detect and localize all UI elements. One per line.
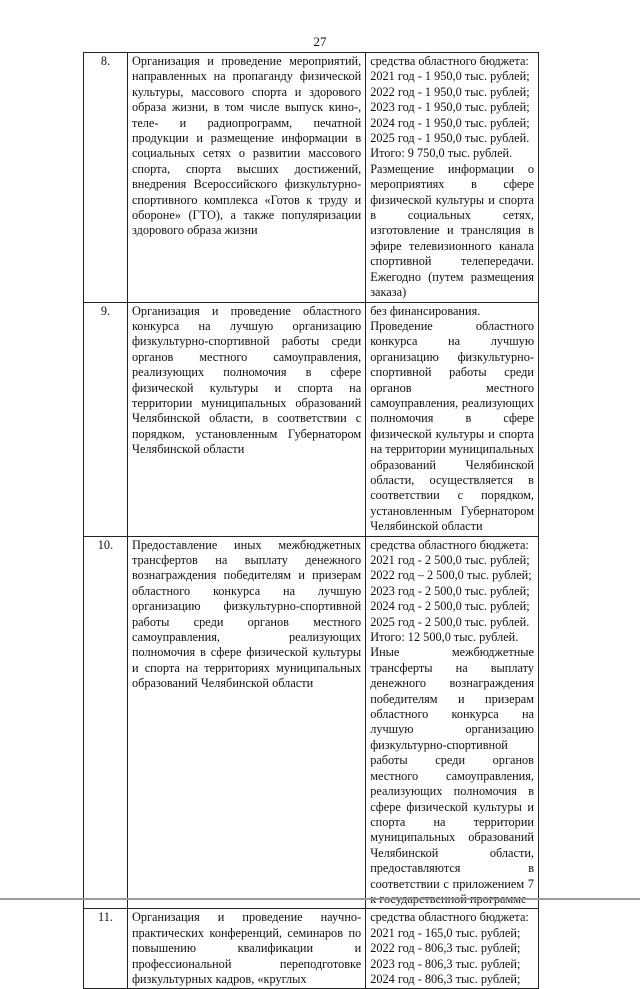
funding-line: 2023 год - 806,3 тыс. рублей; [370, 956, 521, 971]
table-row [84, 302, 539, 536]
table-row [84, 536, 539, 909]
funding-cell [366, 53, 539, 303]
funding-line: 2023 год - 1 950,0 тыс. рублей; [370, 100, 530, 115]
funding-line: 2024 год - 1 950,0 тыс. рублей; [370, 115, 530, 130]
program-activities-table [83, 52, 539, 989]
funding-line: 2021 год - 165,0 тыс. рублей; [370, 925, 521, 940]
funding-line: 2023 год - 2 500,0 тыс. рублей; [370, 583, 530, 598]
page-number: 27 [313, 34, 327, 49]
funding-line: 2024 год - 806,3 тыс. рублей; [370, 971, 521, 986]
scan-edge-divider [0, 898, 640, 900]
funding-line: Итого: 12 500,0 тыс. рублей. [370, 630, 519, 645]
funding-line: 2022 год - 1 950,0 тыс. рублей; [370, 84, 530, 99]
activity-description: Предоставление иных межбюджетных трансфертов на выплату денежного вознаграждения победителям и призерам областного конкурса на лучшую организацию физкультурно-спортивной работы среди органов местного самоуправления, реализующих полномочия в сфере физической культуры и спорта на территориях муниципальных образований Челябинской области [127, 536, 365, 909]
table-row [84, 909, 539, 989]
row-number: 11. [84, 909, 128, 989]
funding-line: 2024 год - 2 500,0 тыс. рублей; [370, 599, 530, 614]
row-number: 9. [84, 302, 128, 536]
funding-line: без финансирования. [370, 303, 481, 318]
row-number: 8. [84, 53, 128, 303]
funding-line: 2025 год - 1 950,0 тыс. рублей. [370, 131, 530, 146]
funding-line: средства областного бюджета: [370, 537, 529, 552]
funding-cell [366, 536, 539, 909]
activity-description: Организация и проведение мероприятий, направленных на пропаганду физической культуры, массового спорта и здорового образа жизни, в том числе выпуск кино-, теле- и радиопрограмм, печатной продукции и размещение информации в социальных сетях о развитии массового спорта, спорта высших достижений, внедрения Всероссийского физкультурно-спортивного комплекса «Готов к труду и обороне» (ГТО), а также популяризации здорового образа жизни [127, 53, 365, 303]
row-number: 10. [84, 536, 128, 909]
table-row [84, 53, 539, 303]
funding-cell [366, 302, 539, 536]
activity-description: Организация и проведение областного конкурса на лучшую организацию физкультурно-спортивной работы среди органов местного самоуправления, реализующих полномочия в сфере физической культуры и спорта на территории муниципальных образований Челябинской области, в соответствии с порядком, установленным Губернатором Челябинской области [127, 302, 365, 536]
funding-line: средства областного бюджета: [370, 54, 529, 68]
funding-line: средства областного бюджета: [370, 910, 529, 925]
funding-line: 2021 год - 1 950,0 тыс. рублей; [370, 69, 530, 84]
funding-note: Иные межбюджетные трансферты на выплату денежного вознаграждения победителям и призерам областного конкурса на лучшую организацию физкультурно-спортивной работы среди органов местного самоуправления, реализующих полномочия в сфере физической культуры и спорта на территории муниципальных образований Челябинской области, предоставляются в соответствии с приложением 7 [370, 645, 534, 891]
funding-line: 2022 год – 2 500,0 тыс. рублей; [370, 568, 532, 583]
funding-cell [366, 909, 539, 989]
funding-line: 2021 год - 2 500,0 тыс. рублей; [370, 553, 530, 567]
funding-line: 2025 год - 2 500,0 тыс. рублей. [370, 614, 530, 629]
funding-note: Проведение областного конкурса на лучшую организацию физкультурно-спортивной работы среди органов местного самоуправления, реализующих полномочия в сфере физической культуры и спорта на территории муниципальных образований Челябинской области, осуществляется в соответствии с порядком, установленным Губернатором Челябинской области [370, 318, 534, 534]
funding-line: 2022 год - 806,3 тыс. рублей; [370, 941, 521, 956]
funding-note: Размещение информации о мероприятиях в сфере физической культуры и спорта в социальных сетях, изготовление и трансляция в эфире телевизионного канала спортивной телепередачи. Ежегодно (путем размещения заказа) [370, 161, 534, 300]
funding-line: Итого: 9 750,0 тыс. рублей. [370, 146, 513, 161]
activity-description: Организация и проведение научно-практических конференций, семинаров по повышению квалификации и профессиональной переподготовке физкультурных кадров, «круглых [127, 909, 365, 989]
